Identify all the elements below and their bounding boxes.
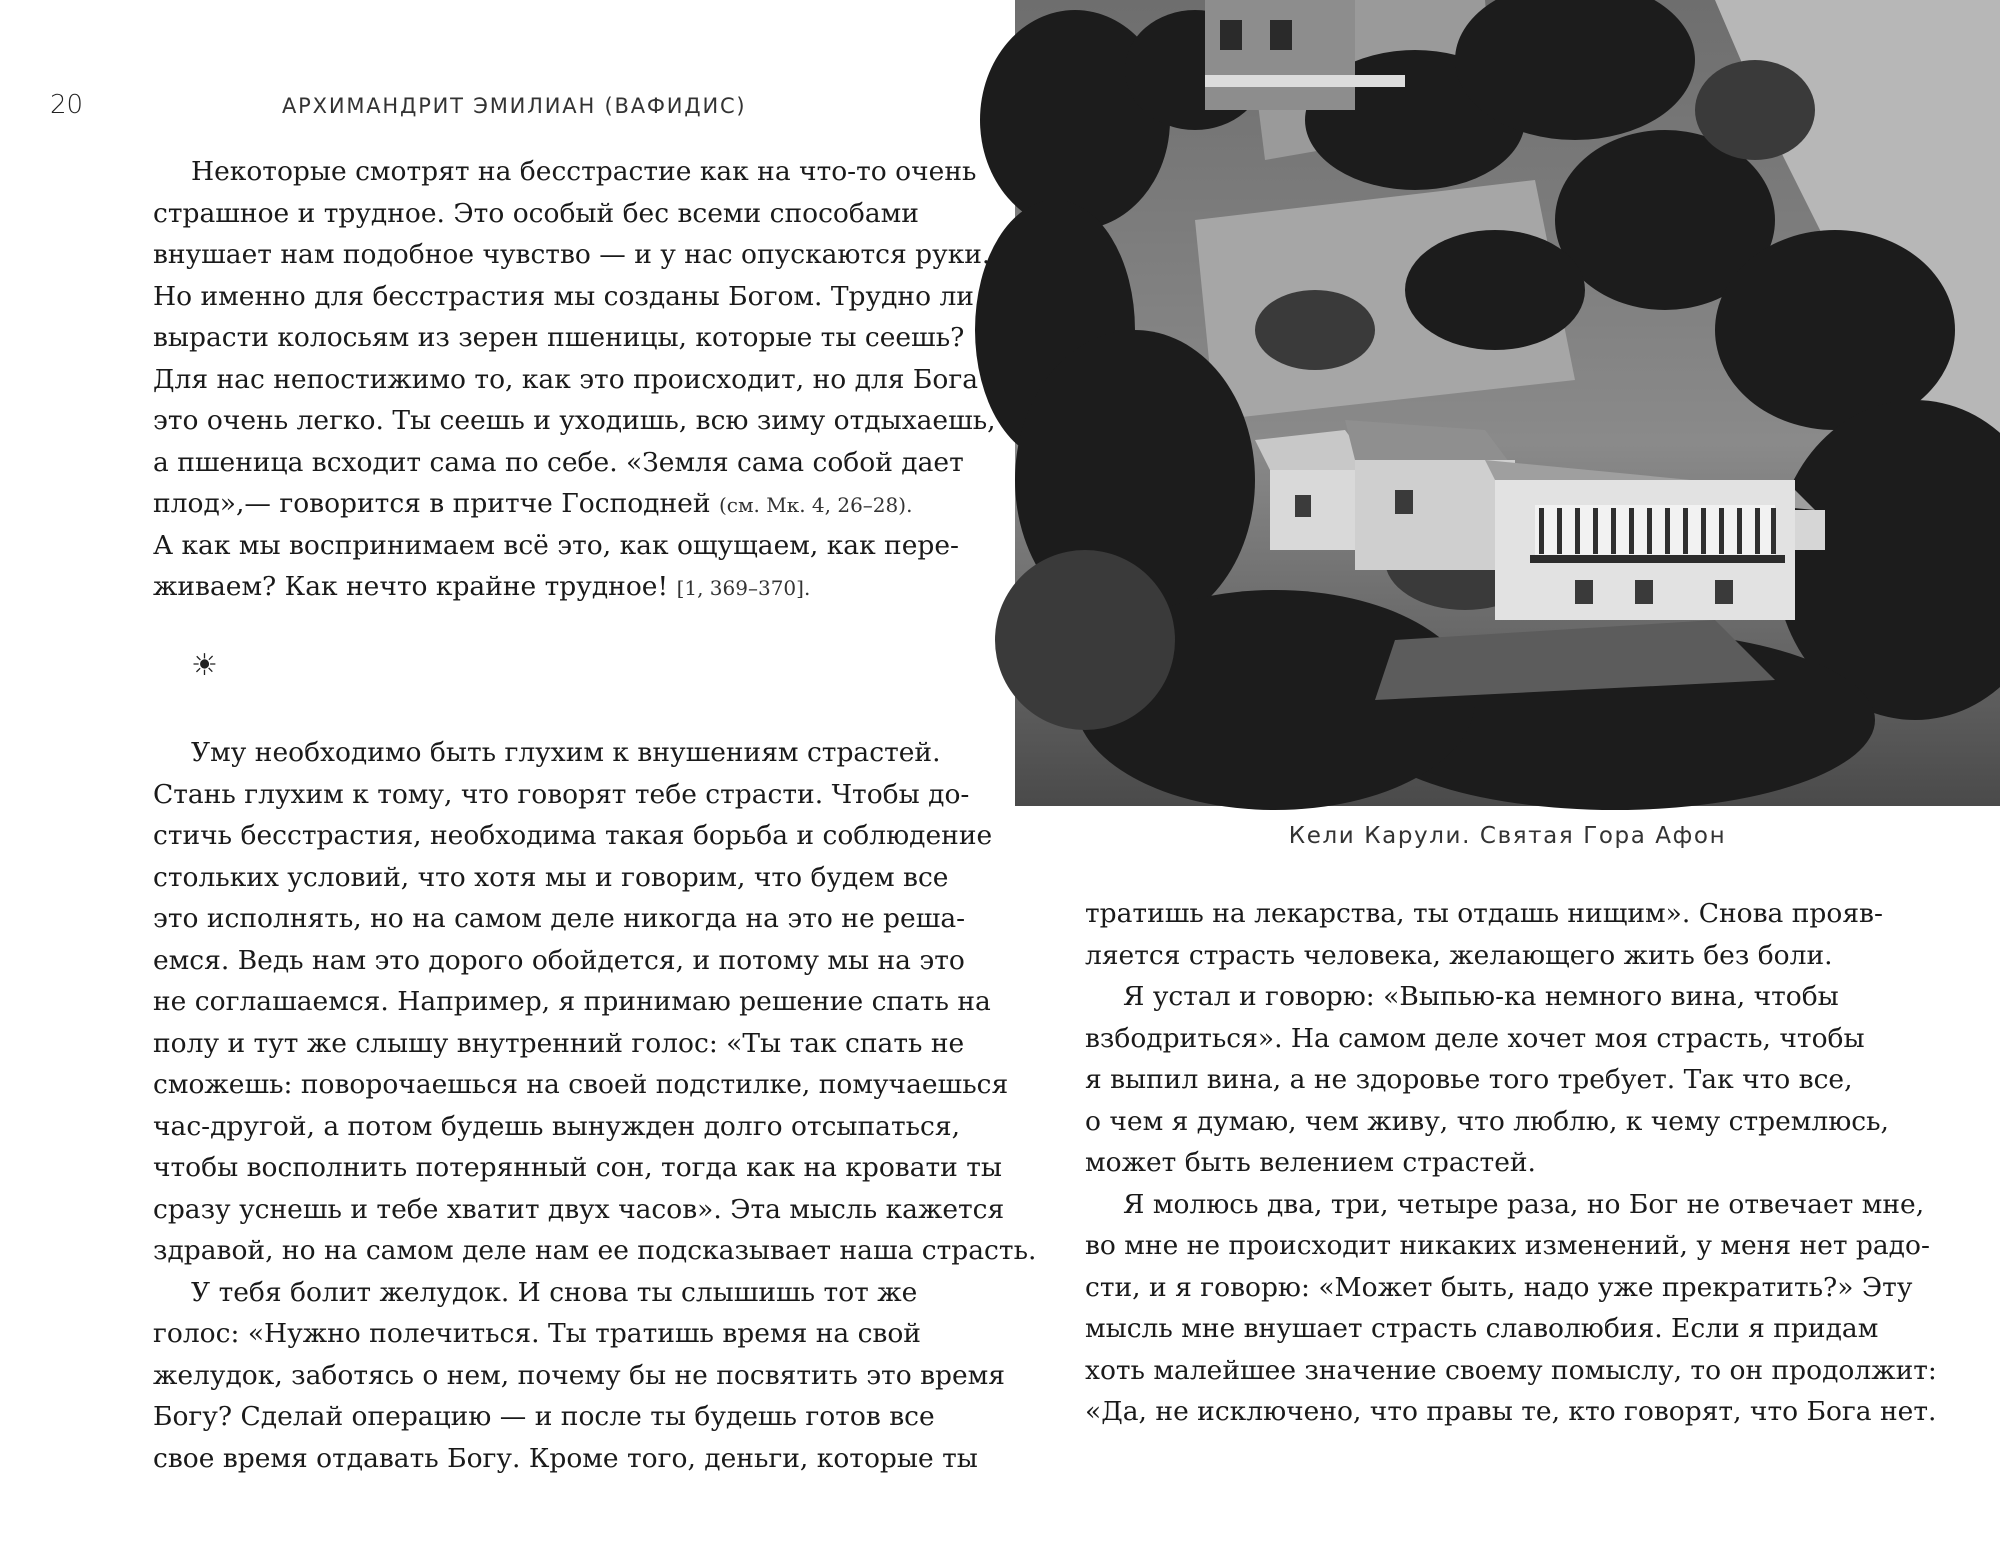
text-line: А как мы воспринимаем всё это, как ощущаем, как пере- bbox=[153, 529, 959, 561]
text-line: Стань глухим к тому, что говорят тебе страсти. Чтобы до- bbox=[153, 778, 970, 810]
text-line: это исполнять, но на самом деле никогда на это не реша- bbox=[153, 903, 966, 934]
text-line: страшное и трудное. Это особый бес всеми способами bbox=[153, 197, 919, 229]
text-line: во мне не происходит никаких изменений, у меня нет радо- bbox=[1085, 1230, 1930, 1261]
page-number: 20 bbox=[50, 90, 84, 120]
text-line: Я устал и говорю: «Выпью-ка немного вина, чтобы bbox=[1123, 981, 1839, 1012]
running-head: АРХИМАНДРИТ ЭМИЛИАН (ВАФИДИС) bbox=[282, 94, 747, 118]
text-line: Я молюсь два, три, четыре раза, но Бог не отвечает мне, bbox=[1123, 1188, 1925, 1220]
text-line: Но именно для бесстрастия мы созданы Богом. Трудно ли bbox=[153, 280, 974, 312]
text-line: сти, и я говорю: «Может быть, надо уже прекратить?» Эту bbox=[1085, 1271, 1913, 1303]
text-line: сразу уснешь и тебе хватит двух часов». Эта мысль кажется bbox=[153, 1193, 1005, 1225]
text-line bbox=[153, 566, 933, 608]
text-line: полу и тут же слышу внутренний голос: «Ты так спать не bbox=[153, 1027, 965, 1059]
scripture-reference: (см. Мк. 4, 26–28). bbox=[718, 493, 913, 517]
text-line: час-другой, а потом будешь вынужден долго отсыпаться, bbox=[153, 1110, 961, 1142]
text-line: внушает нам подобное чувство — и у нас опускаются руки. bbox=[153, 239, 991, 270]
text-line: хоть малейшее значение своему помыслу, то он продолжит: bbox=[1085, 1354, 1937, 1386]
section-spacer bbox=[153, 608, 933, 733]
text-line bbox=[153, 483, 933, 525]
text-line: голос: «Нужно полечиться. Ты тратишь время на свой bbox=[153, 1318, 921, 1349]
text-line: ляется страсть человека, желающего жить без боли. bbox=[1085, 939, 1833, 971]
text-line: желудок, заботясь о нем, почему бы не посвятить это время bbox=[153, 1359, 1005, 1391]
text-line: емся. Ведь нам это дорого обойдется, и потому мы на это bbox=[153, 944, 965, 976]
text-line: чтобы восполнить потерянный сон, тогда как на кровати ты bbox=[153, 1152, 1003, 1183]
text-span: живаем? Как нечто крайне трудное! bbox=[153, 571, 669, 602]
text-line: Некоторые смотрят на бесстрастие как на что-то очень bbox=[191, 156, 977, 187]
text-line: свое время отдавать Богу. Кроме того, деньги, которые ты bbox=[153, 1442, 978, 1474]
text-line: взбодриться». На самом деле хочет моя страсть, чтобы bbox=[1085, 1022, 1865, 1054]
text-span: плод»,— говорится в притче Господней bbox=[153, 488, 711, 519]
right-column bbox=[1085, 893, 1937, 1433]
text-line: Богу? Сделай операцию — и после ты будешь готов все bbox=[153, 1401, 935, 1432]
left-column bbox=[153, 151, 1037, 1479]
text-line: может быть велением страстей. bbox=[1085, 1147, 1536, 1178]
section-divider-sun-icon: ☀ bbox=[191, 648, 218, 683]
source-reference: [1, 369–370]. bbox=[676, 576, 811, 600]
text-line: мысль мне внушает страсть славолюбия. Если я придам bbox=[1085, 1313, 1879, 1344]
text-line: Уму необходимо быть глухим к внушениям страстей. bbox=[191, 737, 941, 768]
text-line: Для нас непостижимо то, как это происходит, но для Бога bbox=[153, 363, 979, 395]
text-line: а пшеница всходит сама по себе. «Земля сама собой дает bbox=[153, 446, 964, 478]
text-line: тратишь на лекарства, ты отдашь нищим». Снова прояв- bbox=[1085, 898, 1883, 929]
monastery-photo bbox=[1015, 0, 2000, 806]
text-line: вырасти колосьям из зерен пшеницы, которые ты сеешь? bbox=[153, 322, 965, 353]
text-line: это очень легко. Ты сеешь и уходишь, всю зиму отдыхаешь, bbox=[153, 405, 996, 436]
text-line: здравой, но на самом деле нам ее подсказывает наша страсть. bbox=[153, 1235, 1037, 1266]
text-line: не соглашаемся. Например, я принимаю решение спать на bbox=[153, 986, 991, 1017]
text-line: «Да, не исключено, что правы те, кто говорят, что Бога нет. bbox=[1085, 1396, 1937, 1427]
text-line: я выпил вина, а не здоровье того требует. Так что все, bbox=[1085, 1064, 1853, 1095]
text-line: о чем я думаю, чем живу, что люблю, к чему стремлюсь, bbox=[1085, 1105, 1889, 1137]
photo-caption: Кели Карули. Святая Гора Афон bbox=[1288, 823, 1727, 849]
text-line: стичь бесстрастия, необходима такая борьба и соблюдение bbox=[153, 820, 993, 851]
monastery-photo-illustration bbox=[1015, 0, 2000, 806]
text-line: стольких условий, что хотя мы и говорим, что будем все bbox=[153, 861, 949, 893]
text-line: сможешь: поворочаешься на своей подстилке, помучаешься bbox=[153, 1069, 1009, 1100]
text-line: У тебя болит желудок. И снова ты слышишь тот же bbox=[191, 1276, 918, 1308]
